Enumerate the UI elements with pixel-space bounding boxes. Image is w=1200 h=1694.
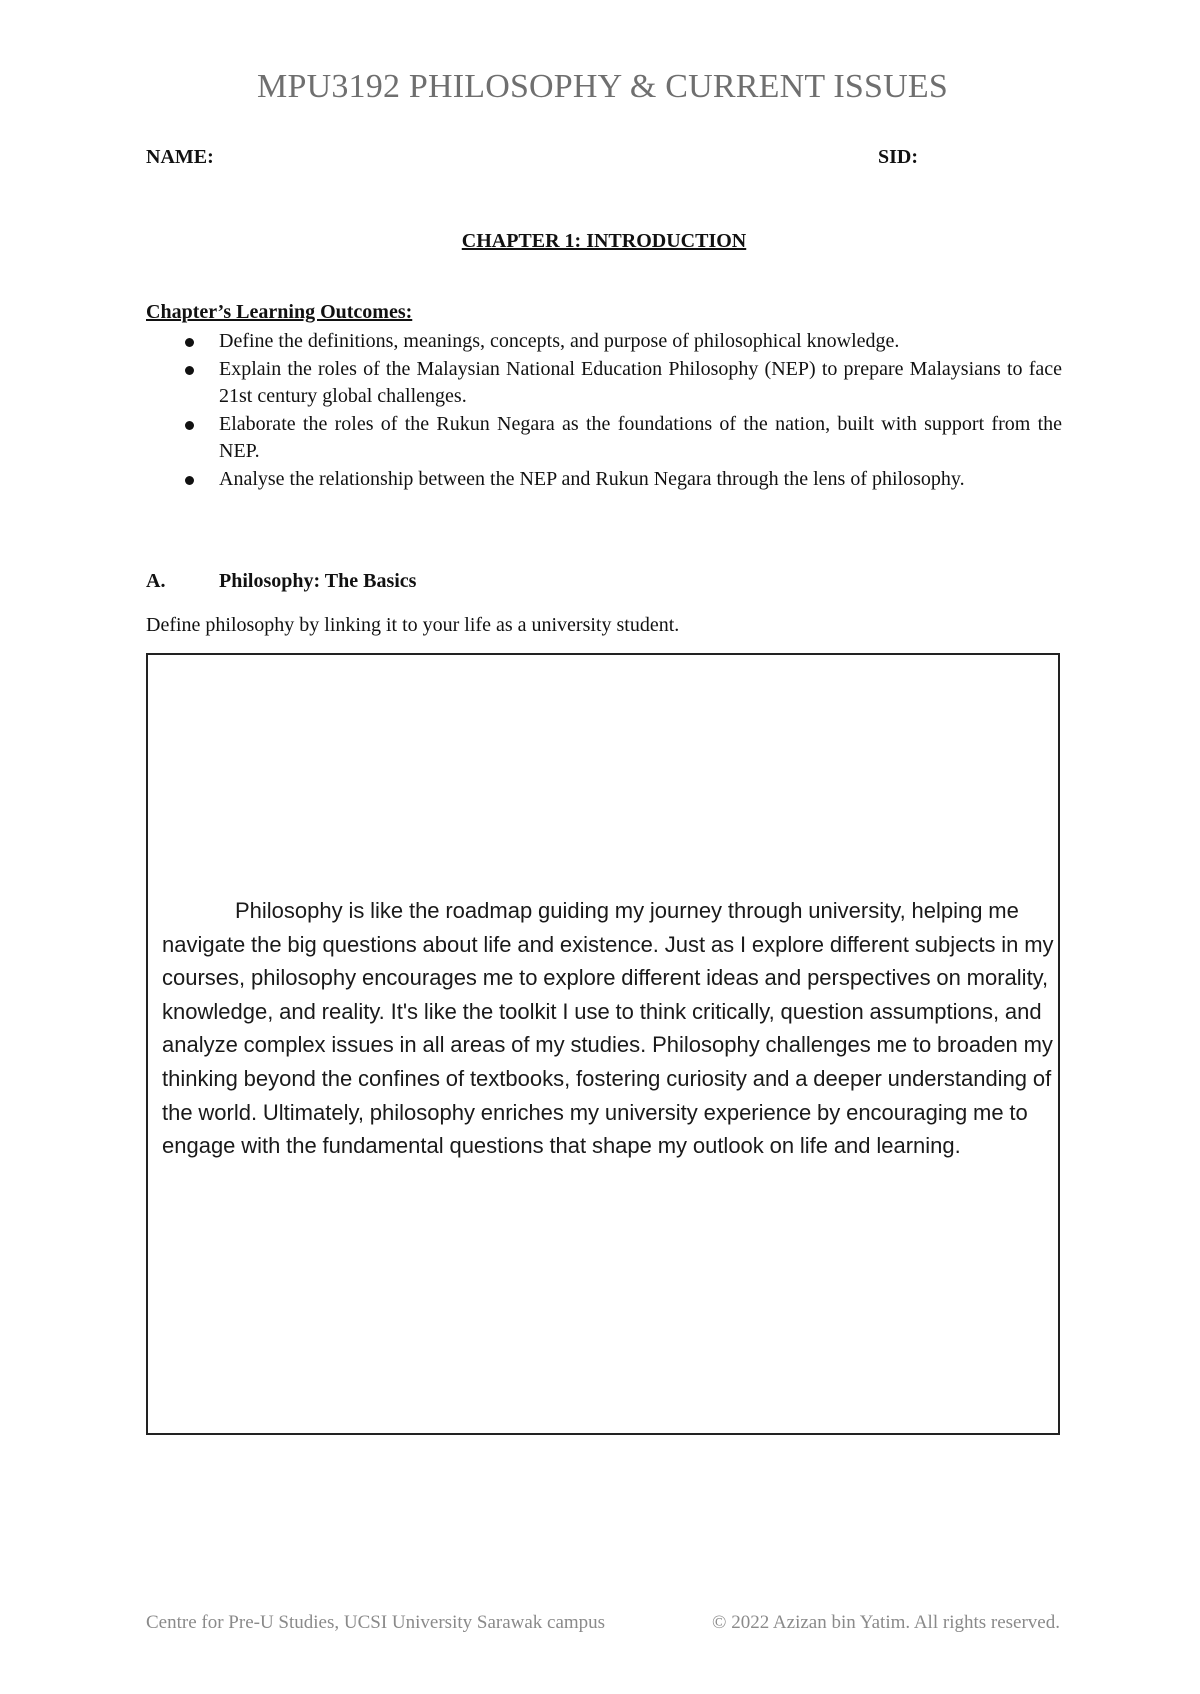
section-letter: A. xyxy=(146,570,166,592)
section-title: Philosophy: The Basics xyxy=(219,570,417,592)
sid-label: SID: xyxy=(878,146,919,168)
list-item xyxy=(146,466,1062,494)
course-title: MPU3192 PHILOSOPHY & CURRENT ISSUES xyxy=(257,68,948,105)
chapter-title: CHAPTER 1: INTRODUCTION xyxy=(461,230,747,252)
learning-outcomes-heading: Chapter’s Learning Outcomes: xyxy=(146,301,413,323)
footer-copyright: © 2022 Azizan bin Yatim. All rights reserved. xyxy=(712,1612,1060,1633)
name-label: NAME: xyxy=(146,146,214,168)
bullet-icon xyxy=(185,338,194,347)
outcome-text: Elaborate the roles of the Rukun Negara as the foundations of the nation, built with support from the NEP. xyxy=(219,412,1062,462)
outcome-text: Analyse the relationship between the NEP and Rukun Negara through the lens of philosophy. xyxy=(219,467,965,490)
footer-institution: Centre for Pre-U Studies, UCSI University Sarawak campus xyxy=(146,1612,606,1633)
answer-text: Philosophy is like the roadmap guiding my journey through university, helping me navigate the big questions about life and existence. Just as I explore different subjects in my courses, philosophy encourages me to explore different ideas and perspectives on morality, knowledge, and reality. It's like the toolkit I use to think critically, question assumptions, and analyze complex issues in all areas of my studies. Philosophy challenges me to broaden my thinking beyond the confines of textbooks, fostering curiosity and a deeper understanding of the world. Ultimately, philosophy enriches my university experience by encouraging me to engage with the fundamental questions that shape my outlook on life and learning. xyxy=(162,898,1054,1159)
learning-outcomes-list xyxy=(146,328,1062,493)
outcome-text: Define the definitions, meanings, concepts, and purpose of philosophical knowledge. xyxy=(219,330,900,352)
bullet-icon xyxy=(185,476,194,485)
list-item xyxy=(146,356,1062,411)
bullet-icon xyxy=(185,366,194,375)
list-item xyxy=(146,411,1062,466)
list-item xyxy=(146,328,1062,356)
section-a-heading xyxy=(146,570,416,593)
answer-box[interactable] xyxy=(146,653,1060,1435)
outcome-text: Explain the roles of the Malaysian National Education Philosophy (NEP) to prepare Malaysians to face 21st century global challenges. xyxy=(219,357,1062,407)
question-prompt: Define philosophy by linking it to your life as a university student. xyxy=(146,614,680,636)
bullet-icon xyxy=(185,421,194,430)
